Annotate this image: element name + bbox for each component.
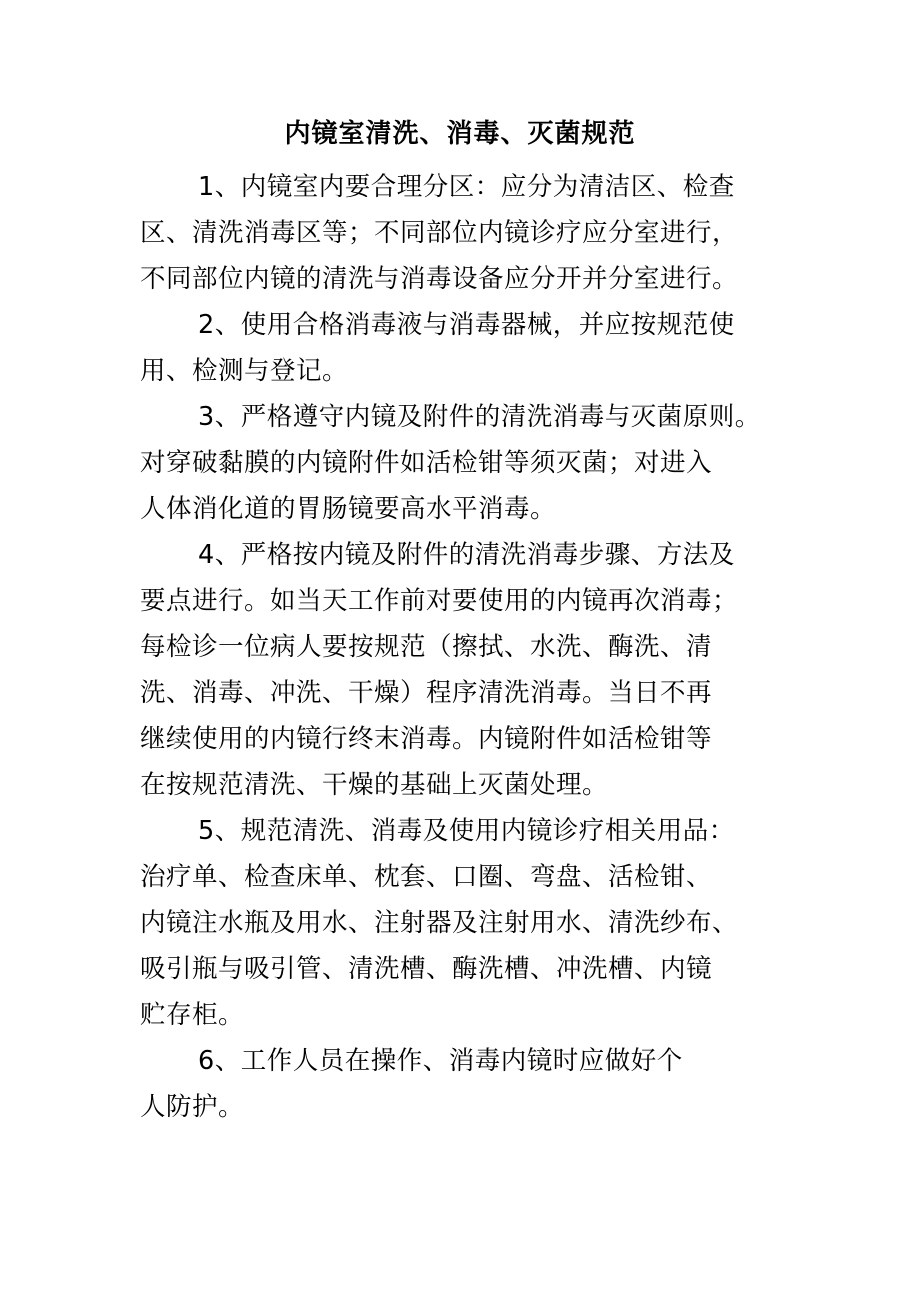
paragraph-4 <box>140 532 840 808</box>
paragraph-5 <box>140 808 840 1038</box>
paragraph-3 <box>140 394 840 532</box>
paragraph-line: 区、清洗消毒区等；不同部位内镜诊疗应分室进行， <box>140 218 739 248</box>
paragraph-line: 治疗单、检查床单、枕套、口圈、弯盘、活检钳、 <box>140 862 713 892</box>
paragraph-line: 要点进行。如当天工作前对要使用的内镜再次消毒； <box>140 586 739 616</box>
paragraph-line: 继续使用的内镜行终末消毒。内镜附件如活检钳等 <box>140 724 713 754</box>
paragraph-line: 贮存柜。 <box>140 1000 245 1030</box>
paragraph-line: 2、使用合格消毒液与消毒器械，并应按规范使 <box>198 310 735 340</box>
paragraph-line: 人体消化道的胃肠镜要高水平消毒。 <box>140 494 557 524</box>
paragraph-line: 吸引瓶与吸引管、清洗槽、酶洗槽、冲洗槽、内镜 <box>140 954 713 984</box>
paragraph-line: 每检诊一位病人要按规范（擦拭、水洗、酶洗、清 <box>140 632 713 662</box>
paragraph-2 <box>140 302 840 394</box>
paragraph-line: 洗、消毒、冲洗、干燥）程序清洗消毒。当日不再 <box>140 678 713 708</box>
paragraph-1 <box>140 164 840 302</box>
paragraph-line: 内镜注水瓶及用水、注射器及注射用水、清洗纱布、 <box>140 908 739 938</box>
paragraph-line: 人防护。 <box>140 1092 245 1122</box>
paragraph-line: 用、检测与登记。 <box>140 356 349 386</box>
document-body <box>140 164 840 1130</box>
paragraph-line: 5、规范清洗、消毒及使用内镜诊疗相关用品： <box>198 816 735 846</box>
paragraph-line: 6、工作人员在操作、消毒内镜时应做好个 <box>198 1046 683 1076</box>
paragraph-line: 1、内镜室内要合理分区：应分为清洁区、检查 <box>198 172 735 202</box>
paragraph-line: 在按规范清洗、干燥的基础上灭菌处理。 <box>140 770 609 800</box>
paragraph-line: 3、严格遵守内镜及附件的清洗消毒与灭菌原则。 <box>198 402 761 432</box>
document-title: 内镜室清洗、消毒、灭菌规范 <box>284 119 636 149</box>
paragraph-line: 不同部位内镜的清洗与消毒设备应分开并分室进行。 <box>140 264 739 294</box>
paragraph-line: 4、严格按内镜及附件的清洗消毒步骤、方法及 <box>198 540 735 570</box>
paragraph-line: 对穿破黏膜的内镜附件如活检钳等须灭菌；对进入 <box>140 448 713 478</box>
paragraph-6 <box>140 1038 840 1130</box>
